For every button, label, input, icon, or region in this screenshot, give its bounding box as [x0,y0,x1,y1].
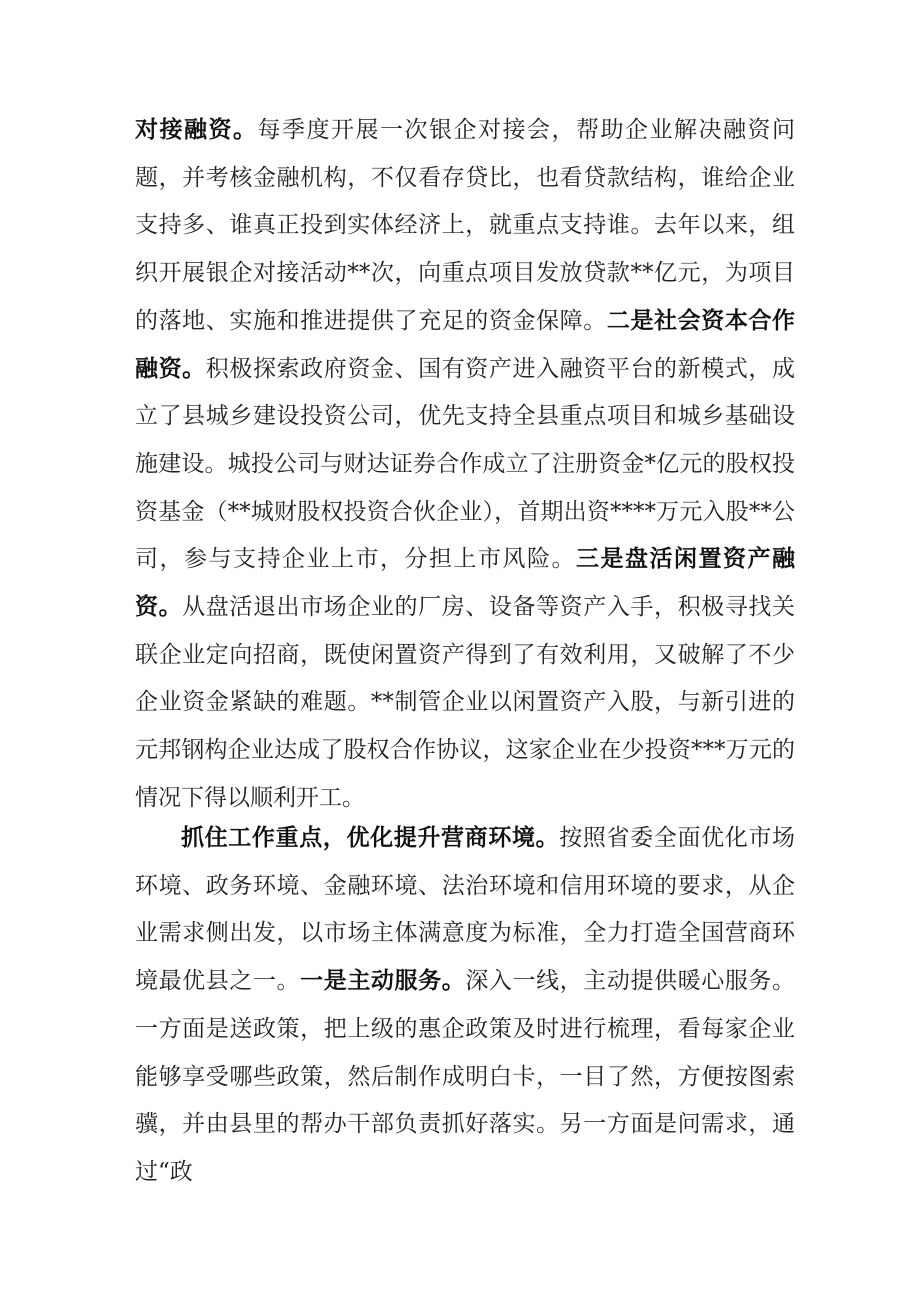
body-text: 深入一线，主动提供暖心服务。一方面是送政策，把上级的惠企政策及时进行梳理，看每家企业能够享受哪些政策，然后制作成明白卡，一目了然，方便按图索骥，并由县里的帮办干部负责抓好落实。另一方面是问需求，通过“政 [135,968,796,1185]
heading-bank-enterprise-financing: 对接融资。 [135,117,258,143]
heading-idle-asset-financing: 三是盘活闲置资产融资。 [135,546,795,621]
body-text: 积极探索政府资金、国有资产进入融资平台的新模式，成立了县城乡建设投资公司，优先支持全县重点项目和城乡基础设施建设。城投公司与财达证券合作成立了注册资金*亿元的股权投资基金（**城财股权投资合伙企业），首期出资****万元入股**公司，参与支持企业上市，分担上市风险。 [135,355,796,573]
paragraph-business-environment [135,815,795,1197]
heading-business-environment: 抓住工作重点，优化提升营商环境。 [181,825,560,851]
paragraph-financing [135,107,795,823]
body-text: 从盘活退出市场企业的厂房、设备等资产入手，积极寻找关联企业定向招商，既使闲置资产得到了有效利用，又破解了不少企业资金紧缺的难题。**制管企业以闲置资产入股，与新引进的元邦钢构企业达成了股权合作协议，这家企业在少投资***万元的情况下得以顺利开工。 [135,594,796,811]
heading-social-capital-financing: 二是社会资本合作融资。 [135,307,796,382]
body-text: 按照省委全面优化市场环境、政务环境、金融环境、法治环境和信用环境的要求，从企业需求侧出发，以市场主体满意度为标准，全力打造全国营商环境最优县之一。 [135,825,796,995]
heading-proactive-service: 一是主动服务。 [300,968,466,995]
body-text: 每季度开展一次银企对接会，帮助企业解决融资问题，并考核金融机构，不仅看存贷比，也看贷款结构，谁给企业支持多、谁真正投到实体经济上，就重点支持谁。去年以来，组织开展银企对接活动**次，向重点项目发放贷款**亿元，为项目的落地、实施和推进提供了充足的资金保障。 [135,117,795,334]
